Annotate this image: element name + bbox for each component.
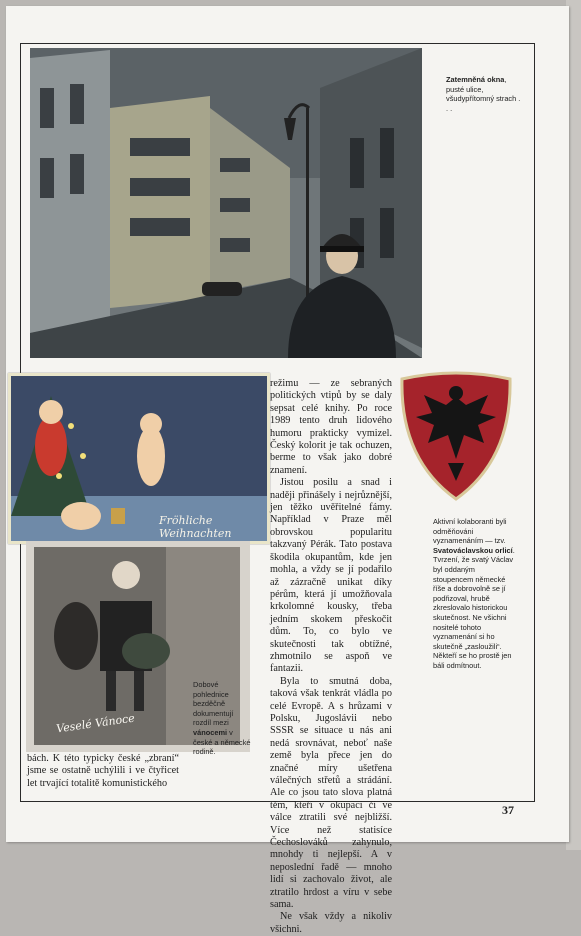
article-paragraph: Jistou posilu a snad i naději přinášely i nejrůznější, jen těžko uvěřitelné fámy. Například v Praze měl obrovskou popularitu takzvaný Pérák. Tato postava škodila okupantům, kde jen mohla, a vždy se jí podařilo až zázračně unikat díky pérům, která jí umožňovala krkolomné kousky, třeba jedním skokem přeskočit dům. To, co bylo ve skutečnosti tak obtížné, zhmotnilo se aspoň ve fantazii. (270, 477, 392, 675)
caption-shield-pre: Aktivní kolaboranti byli odměňováni vyznamenáním — tzv. (433, 517, 507, 546)
caption-street (446, 75, 521, 113)
caption-shield-bold: Svatováclavskou orlicí (433, 545, 513, 555)
saint-wenceslas-eagle-shield (396, 369, 516, 504)
article-paragraph: Byla to smutná doba, taková však tenkrát vládla po celé Evropě. A s hrůzami v Polsku, Jugoslávii nebo SSSR se situace u nás ani nedá srovnávat, neboť naše země byla přece jen do značné míry ušetřena válečných střetů a strádání. Ale co jsou tato slova platná těm, kteří v okupaci či ve válce ztratili své nejbližší. Více než statisíce Čechoslováků zahynulo, mnohdy ti nejlepší. A v neposlední řadě — mnoho lidí si zachovalo život, ale ztratilo hrdost a víru v sebe sama. (270, 675, 392, 911)
article-paragraph: Ne však vždy a nikoliv všichni. (270, 911, 392, 935)
article-col-right (270, 378, 392, 936)
street-illustration (30, 48, 422, 358)
caption-street-rest: , pusté ulice, všudypřítomný strach . . . (446, 75, 521, 113)
caption-postcards-pre: Dobové pohlednice bezděčně dokumentují rozdíl mezi (193, 680, 234, 728)
page-number: 37 (502, 803, 514, 817)
postcard-czech-text: Veselé Vánoce (55, 711, 136, 736)
article-paragraph: bách. K této typicky české „zbraní“ jsme se ostatně uchýlili i ve čtyřicet let trvající totalitě komunistického (27, 753, 179, 789)
caption-street-bold: Zatemněná okna (446, 75, 505, 84)
caption-shield (433, 517, 517, 671)
article-col-left-bottom (27, 753, 179, 790)
postcard-german-christmas (8, 373, 270, 544)
caption-postcards (193, 680, 253, 757)
caption-postcards-bold: vánocemi (193, 727, 228, 737)
caption-postcards-post: v české a německé rodině. (193, 727, 251, 757)
postcard-german-text: Fröhliche Weihnachten (159, 514, 232, 540)
article-paragraph: režimu — ze sebraných politických vtipů by se daly sepsat celé knihy. Po roce 1989 tento druh lidového humoru prakticky vymizel. Český kolorit je tak ochuzen, berme to však jako dobré znamení. (270, 378, 392, 476)
caption-shield-post: . Tvrzení, že svatý Václav byl oddaným stoupencem německé říše a dobrovolně se jí podřizoval, hrubě zkreslovalo historickou skutečnost. Ne všichni nositelé tohoto vyznamenání si ho skutečně „zasloužili“. Někteří se ho prostě jen báli odmítnout. (433, 545, 515, 670)
